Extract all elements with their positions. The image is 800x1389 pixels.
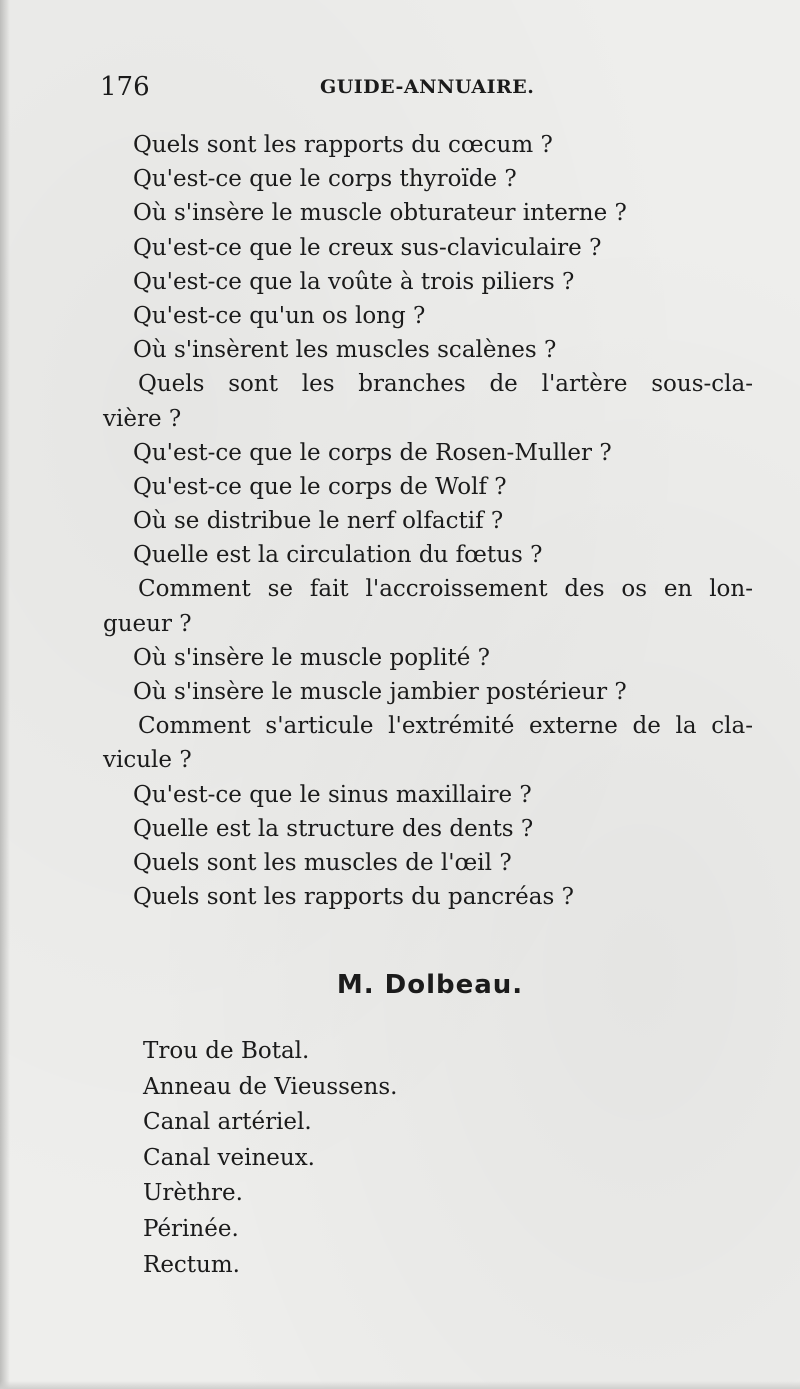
page-edge-shadow [0,0,10,1389]
question-line-continued: gueur ? [103,610,192,637]
term-item: Périnée. [143,1215,239,1242]
term-item: Anneau de Vieussens. [143,1073,398,1100]
question-line: Qu'est-ce que le creux sus-claviculaire ? [133,234,602,261]
running-title: GUIDE-ANNUAIRE. [320,76,535,98]
question-line: Quelle est la circulation du fœtus ? [133,542,543,569]
term-item: Rectum. [143,1251,240,1278]
question-line: Où s'insère le muscle poplité ? [133,644,490,671]
question-line: Qu'est-ce qu'un os long ? [133,302,426,329]
question-line: Qu'est-ce que la voûte à trois piliers ? [133,268,575,295]
term-item: Trou de Botal. [143,1038,310,1064]
question-line: Quels sont les rapports du cœcum ? [133,132,553,158]
question-line: Qu'est-ce que le sinus maxillaire ? [133,781,532,808]
term-list [143,1034,397,1283]
question-line: Qu'est-ce que le corps thyroïde ? [133,166,517,193]
question-list [103,128,753,914]
question-line: Quels sont les rapports du pancréas ? [133,884,574,911]
question-line: Où s'insère le muscle obturateur interne ? [133,200,627,227]
page-number: 176 [100,72,150,102]
question-line: Quels sont les muscles de l'œil ? [133,849,512,876]
question-line-continued: vière ? [103,405,182,432]
section-heading: M. Dolbeau. [336,970,524,1000]
term-item: Urèthre. [143,1180,243,1207]
question-line: Comment se fait l'accroissement des os en lon- [138,576,753,603]
page-bottom-shadow [0,1381,800,1389]
question-line: Quels sont les branches de l'artère sous-cla- [138,371,753,398]
question-line: Où s'insèrent les muscles scalènes ? [133,337,557,364]
page-header [100,72,720,106]
question-line: Où s'insère le muscle jambier postérieur ? [133,679,627,705]
question-line: Où se distribue le nerf olfactif ? [133,508,504,535]
question-line: Qu'est-ce que le corps de Rosen-Muller ? [133,439,612,466]
question-line: Qu'est-ce que le corps de Wolf ? [133,473,507,500]
question-line: Comment s'articule l'extrémité externe de la cla- [138,713,753,740]
term-item: Canal artériel. [143,1109,312,1136]
question-line: Quelle est la structure des dents ? [133,815,534,842]
question-line-continued: vicule ? [103,747,192,774]
term-item: Canal veineux. [143,1144,315,1171]
